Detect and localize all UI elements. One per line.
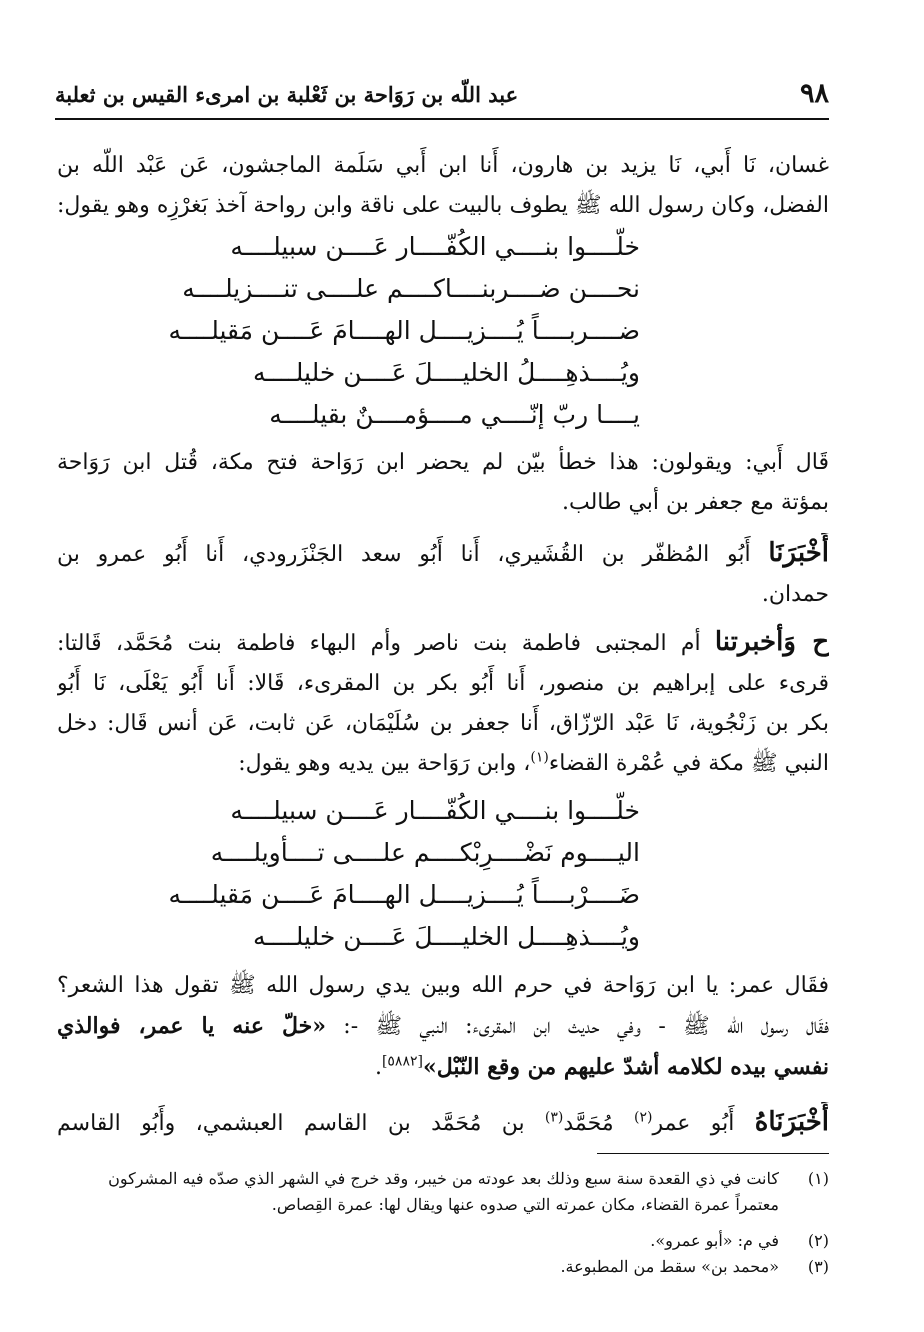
footnotes	[57, 1166, 829, 1280]
chain-lead: أَخْبَرَنَاهُ	[754, 1107, 829, 1137]
verse-line: خلّــــوا بنــــي الكُفّــــار عَــــن سبيلــــه	[230, 796, 640, 825]
chain-lead: ح وَأخبرتنا	[714, 627, 829, 657]
chain-lead: أَخْبَرَنَا	[768, 538, 829, 568]
verse-line: ضــــربــــاً يُــــزيــــل الهــــامَ عَــــن مَقيلــــه	[168, 316, 640, 345]
paragraph-6	[57, 1102, 829, 1144]
text-line: بكر بن زَنْجُوية، نَا عَبْد الرّزّاق، أَنا جعفر بن سُلَيْمَان، عَن ثابت، عَن أنس قَال: دخل	[57, 711, 829, 736]
paragraph-2	[57, 443, 829, 523]
footnote-ref: (٢)	[633, 1109, 653, 1126]
footnote-label: (٣)	[807, 1257, 829, 1276]
text-line: حمدان.	[761, 582, 829, 607]
text-line: فقَال عمر: يا ابن رَوَاحة في حرم الله وبين يدي رسول الله ﷺ تقول هذا الشعر؟	[57, 973, 829, 998]
verse-line: يــــا ربّ إنّــــي مــــؤمــــنٌ بقيلــــه	[269, 400, 640, 429]
text-line: فقَال رسول الله ﷺ - وفي حديث ابن المقرىء: النبي ﷺ -: «خلّ عنه يا عمر، فوالذي	[57, 1013, 829, 1039]
footnote-3: (٣)«محمد بن» سقط من المطبوعة.	[57, 1254, 829, 1280]
paragraph-5	[57, 966, 829, 1088]
footnote-ref: (٣)	[544, 1109, 564, 1126]
text-line: نفسي بيده لكلامه أشدّ عليهم من وقع النّبْل»[٥٨٨٢].	[374, 1053, 829, 1080]
page-number: ٩٨	[799, 78, 829, 109]
text-line: بمؤتة مع جعفر بن أبي طالب.	[561, 490, 829, 515]
text-line: ح وَأخبرتنا أم المجتبى فاطمة بنت ناصر وأم البهاء فاطمة بنت مُحَمَّد، قَالتا:	[57, 627, 829, 657]
header-rule	[55, 118, 829, 120]
running-title: عبد اللّه بن رَوَاحة بن ثَعْلبة بن امرىء القيس بن ثعلبة	[55, 82, 519, 107]
hadith-quote: نفسي بيده لكلامه أشدّ عليهم من وقع النّبْل»	[422, 1054, 829, 1080]
footnote-rule	[597, 1153, 829, 1154]
footnote-1-continued: معتمراً عمرة القضاء، مكان عمرته التي صدوه عنها ويقال لها: عمرة القِصاص.	[271, 1195, 779, 1214]
text-line: أَخْبَرَنَاهُ أَبُو عمر$^{(٢)}$ مُحَمَّد$^{(٣)}$ بن مُحَمَّد بن القاسم العبشمي، وأَبُو القاسم	[57, 1107, 829, 1137]
text-line: الفضل، وكان رسول الله ﷺ يطوف بالبيت على ناقة وابن رواحة آخذ بَغرْزِه وهو يقول:	[57, 193, 829, 218]
footnote-label: (٢)	[807, 1231, 829, 1250]
verse-line: ضَــــرْبــــاً يُــــزيــــل الهــــامَ عَــــن مَقيلــــه	[168, 880, 640, 909]
verse-line: اليــــوم نَضْــــرِبْكــــم علــــى تــــأويلــــه	[210, 838, 640, 867]
text-line: غسان، نَا أَبي، نَا يزيد بن هارون، أَنا ابن أَبي سَلَمة الماجشون، عَن عَبْد اللّه بن	[57, 153, 829, 178]
text-line: قَال أَبي: ويقولون: هذا خطأ بيّن لم يحضر ابن رَوَاحة فتح مكة، قُتل ابن رَوَاحة	[57, 450, 829, 475]
footnote-label: (١)	[807, 1169, 829, 1188]
footnote-1: (١)كانت في ذي القعدة سنة سبع وذلك بعد عودته من خيبر، وقد خرج في الشهر الذي صدّه فيه المشركون	[57, 1166, 829, 1192]
text-line: قرىء على إبراهيم بن منصور، أَنا أَبُو بكر بن المقرىء، قَالا: أَنا أَبُو يَعْلَى، نَا أَبُو	[57, 671, 829, 696]
text-line: النبي ﷺ مكة في عُمْرة القضاء$^{(١)}$، وابن رَوَاحة بين يديه وهو يقول:	[238, 749, 829, 776]
verse-line: خلّــــوا بنــــي الكُفّــــار عَــــن سبيلــــه	[230, 232, 640, 261]
footnote-2: (٢)في م: «أبو عمرو».	[57, 1228, 829, 1254]
paragraph-3	[57, 533, 829, 615]
paragraph-4	[57, 622, 829, 784]
verse-line: ويُــــذهِــــل الخليــــلَ عَــــن خليلــــه	[253, 922, 640, 951]
page-header	[55, 78, 829, 116]
paragraph-1	[57, 146, 829, 226]
hadith-number: [٥٨٨٢]	[381, 1053, 423, 1070]
hadith-quote: «خلّ عنه يا عمر، فوالذي	[57, 1013, 326, 1039]
footnote-ref: (١)	[530, 749, 549, 766]
poem-2	[168, 790, 640, 958]
verse-line: ويُــــذهِــــلُ الخليــــلَ عَــــن خليلــــه	[253, 358, 640, 387]
poem-1	[168, 226, 640, 436]
verse-line: نحــــن ضــــربنــــاكــــم علــــى تنــــزيلــــه	[182, 274, 640, 303]
text-line: أَخْبَرَنَا أَبُو المُظفّر بن القُشَيري، أَنا أَبُو سعد الجَنْزَرودي، أَنا أَبُو عمرو بن	[57, 538, 829, 568]
